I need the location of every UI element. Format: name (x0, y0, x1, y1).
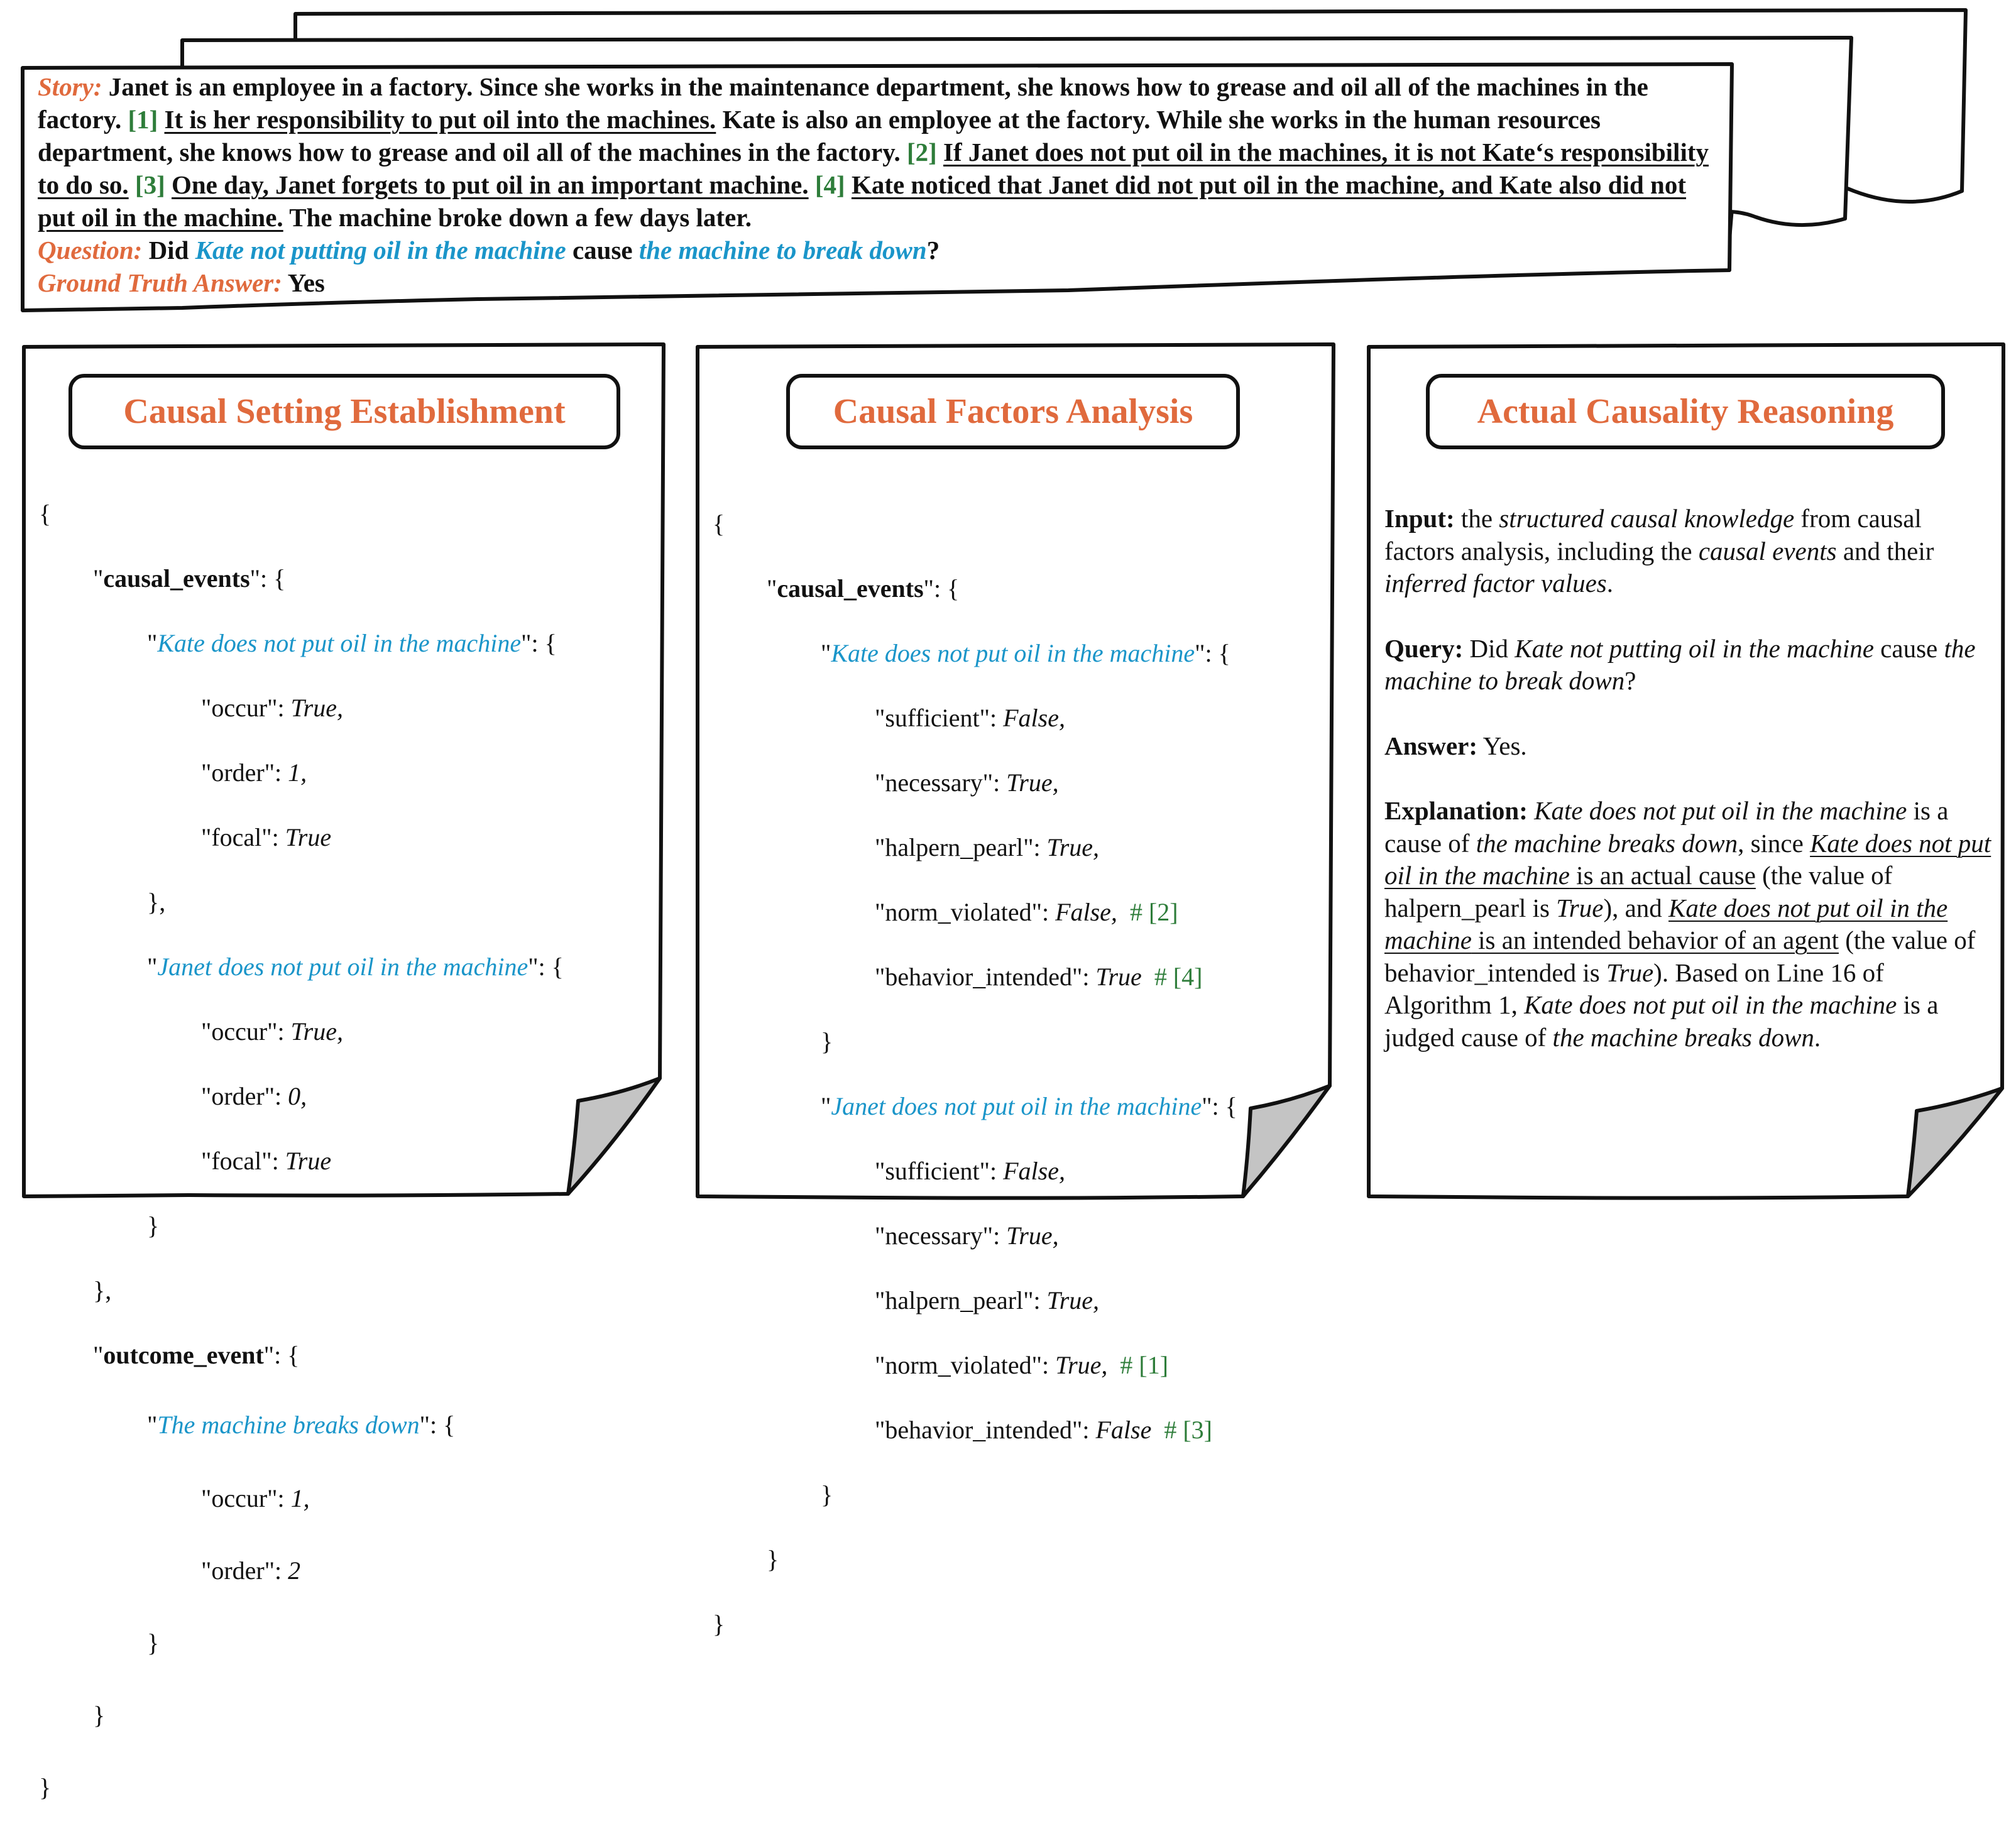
story-ref-3: [3] (134, 170, 165, 199)
code-line: "necessary": True, (875, 1221, 1059, 1250)
code-line: "behavior_intended": False # [3] (875, 1415, 1212, 1444)
code-line: "behavior_intended": True # [4] (875, 962, 1203, 991)
code-line: { (39, 499, 52, 528)
code-line: "sufficient": False, (875, 1156, 1065, 1185)
code-line: } (821, 1480, 833, 1509)
code-line: "outcome_event": { (93, 1340, 300, 1369)
code-line: }, (93, 1276, 112, 1304)
code-line: "Kate does not put oil in the machine": { (147, 628, 557, 657)
code-line: "halpern_pearl": True, (875, 833, 1100, 861)
story-underline-4: Kate noticed that Janet did not put oil in the machine, and Kate also did not put oil in the machine. (38, 170, 1687, 232)
code-line: "causal_events": { (93, 564, 286, 593)
question-outcome: the machine to break down (638, 236, 927, 265)
code-line: "halpern_pearl": True, (875, 1286, 1100, 1314)
code-line: }, (147, 887, 166, 916)
question-did: Did (148, 236, 189, 265)
code-line: } (147, 1628, 160, 1657)
code-line: "norm_violated": False, # [2] (875, 897, 1178, 926)
story-underline-2: If Janet does not put oil in the machines, it is not Kate‘s responsibility to do so. (38, 138, 1709, 199)
reasoning-text (1384, 503, 1994, 1086)
code-line: "focal": True (201, 822, 332, 851)
story-sentence-1: Janet is an employee in a factory. Since she works in the maintenance department, she knows how to grease and oil all of the machines in the factory. (38, 72, 1648, 134)
answer-value: Yes (287, 268, 325, 297)
code-line: } (767, 1544, 779, 1573)
code-line: } (93, 1700, 106, 1729)
code-line: "occur": True, (201, 1017, 343, 1046)
code-line: "necessary": True, (875, 768, 1059, 797)
code-line: "focal": True (201, 1146, 332, 1175)
question-event: Kate not putting oil in the machine (195, 236, 566, 265)
question-mark: ? (926, 236, 940, 265)
story-label: Story: (38, 72, 102, 101)
code-line: "causal_events": { (767, 574, 960, 603)
code-line: "Janet does not put oil in the machine": { (821, 1091, 1237, 1120)
panel-1-title: Causal Setting Establishment (123, 392, 566, 431)
code-line: "order": 0, (201, 1081, 307, 1110)
answer-line (38, 266, 1709, 299)
panel-2-title: Causal Factors Analysis (833, 392, 1193, 431)
code-line: } (821, 1027, 833, 1056)
reasoning-query: Query: Did Kate not putting oil in the machine cause the machine to break down? (1384, 633, 1976, 695)
code-line: { (713, 509, 725, 538)
story-sentence-2: Kate is also an employee at the factory. While she works in the human resources department, she knows how to grease and oil all of the machines in the factory. (38, 105, 1601, 167)
panel-3-title: Actual Causality Reasoning (1477, 392, 1894, 431)
code-line: } (147, 1211, 160, 1240)
panel-2-code (713, 475, 1237, 1673)
story-text (38, 70, 1709, 299)
story-sentence-3: The machine broke down a few days later. (289, 203, 752, 232)
code-line: "occur": True, (201, 693, 343, 722)
answer-label: Ground Truth Answer: (38, 268, 282, 297)
code-line: "order": 2 (201, 1556, 301, 1585)
reasoning-explanation: Explanation: Kate does not put oil in the machine is a cause of the machine breaks down, since Kate does not put oil in the machine is an actual cause (the value of halpern_pearl is True), and Kate does not put oil in the machine is an intended behavior of an agent (the value of behavior_intended is True). Based on Line 16 of Algorithm 1, Kate does not put oil in the machine is a judged cause of the machine breaks down. (1384, 796, 1991, 1052)
code-line: } (39, 1773, 52, 1801)
code-line: "order": 1, (201, 758, 307, 787)
code-line: } (713, 1609, 725, 1638)
question-label: Question: (38, 236, 143, 265)
story-underline-3: One day, Janet forgets to put oil in an important machine. (171, 170, 809, 199)
code-line: "occur": 1, (201, 1484, 310, 1512)
code-line: "sufficient": False, (875, 703, 1065, 732)
reasoning-answer: Answer: Yes. (1384, 731, 1527, 760)
story-ref-4: [4] (814, 170, 845, 199)
question-cause: cause (572, 236, 633, 265)
reasoning-input: Input: the structured causal knowledge from causal factors analysis, including the causal events and their inferred factor values. (1384, 504, 1934, 598)
code-line: "The machine breaks down": { (147, 1410, 456, 1439)
code-line: "Kate does not put oil in the machine": { (821, 638, 1230, 667)
story-underline-1: It is her responsibility to put oil into the machines. (164, 105, 716, 134)
code-line: "Janet does not put oil in the machine": { (147, 952, 564, 981)
story-ref-1: [1] (128, 105, 158, 134)
story-ref-2: [2] (906, 138, 937, 167)
code-line: "norm_violated": True, # [1] (875, 1350, 1169, 1379)
question-line (38, 234, 1709, 266)
panel-1-code (39, 465, 564, 1836)
